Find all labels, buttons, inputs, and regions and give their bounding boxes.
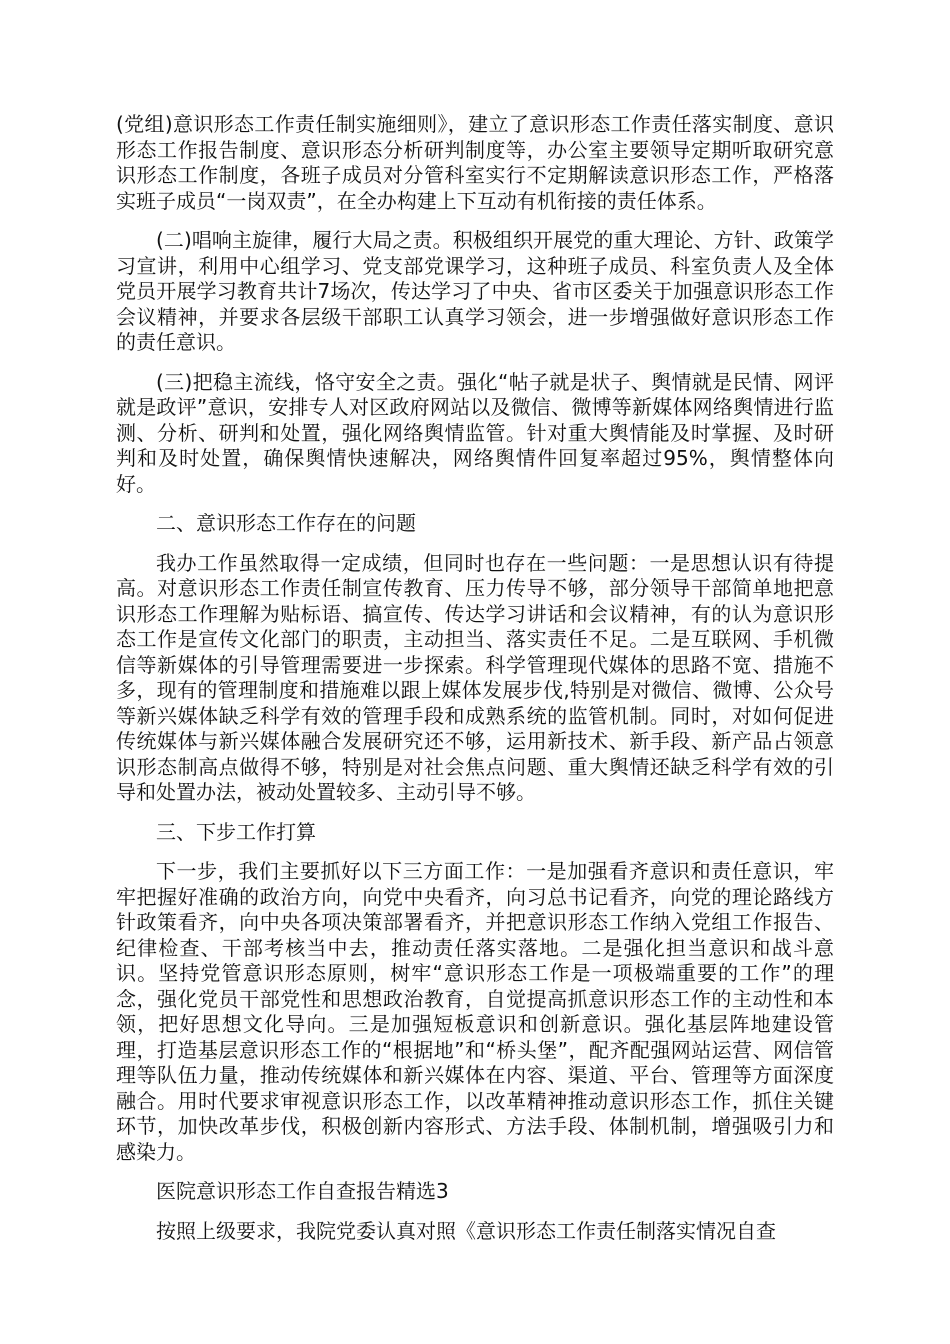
report-title-3: 医院意识形态工作自查报告精选3 (156, 1179, 449, 1203)
paragraph-problems: 我办工作虽然取得一定成绩，但同时也存在一些问题：一是思想认识有待提高。对意识形态工作责任制宣传教育、压力传导不够，部分领导干部简单地把意识形态工作理解为贴标语、搞宣传、传达学习讲话和会议精神，有的认为意识形态工作是宣传文化部门的职责，主动担当、落实责任不足。二是互联网、手机微信等新媒体的引导管理需要进一步探索。科学管理现代媒体的思路不宽、措施不多，现有的管理制度和措施难以跟上媒体发展步伐,特别是对微信、微博、公众号等新兴媒体缺乏科学有效的管理手段和成熟系统的监管机制。同时，对如何促进传统媒体与新兴媒体融合发展研究还不够，运用新技术、新手段、新产品占领意识形态制高点做得不够，特别是对社会焦点问题、重大舆情还缺乏科学有效的引导和处置办法，被动处置较多、主动引导不够。 (116, 550, 834, 804)
document-body (116, 112, 834, 1258)
paragraph-responsibility-system: (党组)意识形态工作责任制实施细则》，建立了意识形态工作责任落实制度、意识形态工作报告制度、意识形态分析研判制度等，办公室主要领导定期听取研究意识形态工作制度，各班子成员对分管科室实行不定期解读意识形态工作，严格落实班子成员“一岗双责”，在全办构建上下互动有机衔接的责任体系。 (116, 112, 834, 213)
paragraph-next-steps: 下一步，我们主要抓好以下三方面工作：一是加强看齐意识和责任意识，牢牢把握好准确的政治方向，向党中央看齐，向习总书记看齐，向党的理论路线方针政策看齐，向中央各项决策部署看齐，并把意识形态工作纳入党组工作报告、纪律检查、干部考核当中去，推动责任落实落地。二是强化担当意识和战斗意识。坚持党管意识形态原则，树牢“意识形态工作是一项极端重要的工作”的理念，强化党员干部党性和思想政治教育，自觉提高抓意识形态工作的主动性和本领，把好思想文化导向。三是加强短板意识和创新意识。强化基层阵地建设管理，打造基层意识形态工作的“根据地”和“桥头堡”，配齐配强网站运营、网信管理等队伍力量，推动传统媒体和新兴媒体在内容、渠道、平台、管理等方面深度融合。用时代要求审视意识形态工作，以改革精神推动意识形态工作，抓住关键环节，加快改革步伐，积极创新内容形式、方法手段、体制机制，增强吸引力和感染力。 (116, 859, 834, 1164)
section-heading-problems: 二、意识形态工作存在的问题 (156, 511, 416, 535)
paragraph-report-3-intro: 按照上级要求，我院党委认真对照《意识形态工作责任制落实情况自查 (156, 1218, 776, 1243)
paragraph-main-theme: (二)唱响主旋律，履行大局之责。积极组织开展党的重大理论、方针、政策学习宣讲，利用中心组学习、党支部党课学习，这种班子成员、科室负责人及全体党员开展学习教育共计7场次，传达学习了中央、省市区委关于加强意识形态工作会议精神，并要求各层级干部职工认真学习领会，进一步增强做好意识形态工作的责任意识。 (116, 228, 834, 354)
section-heading-next-steps: 三、下步工作打算 (156, 819, 316, 844)
paragraph-mainstream-security: (三)把稳主流线，恪守安全之责。强化“帖子就是状子、舆情就是民情、网评就是政评”意识，安排专人对区政府网站以及微信、微博等新媒体网络舆情进行监测、分析、研判和处置，强化网络舆情监管。针对重大舆情能及时掌握、及时研判和及时处置，确保舆情快速解决，网络舆情件回复率超过95%，舆情整体向好。 (116, 369, 834, 496)
